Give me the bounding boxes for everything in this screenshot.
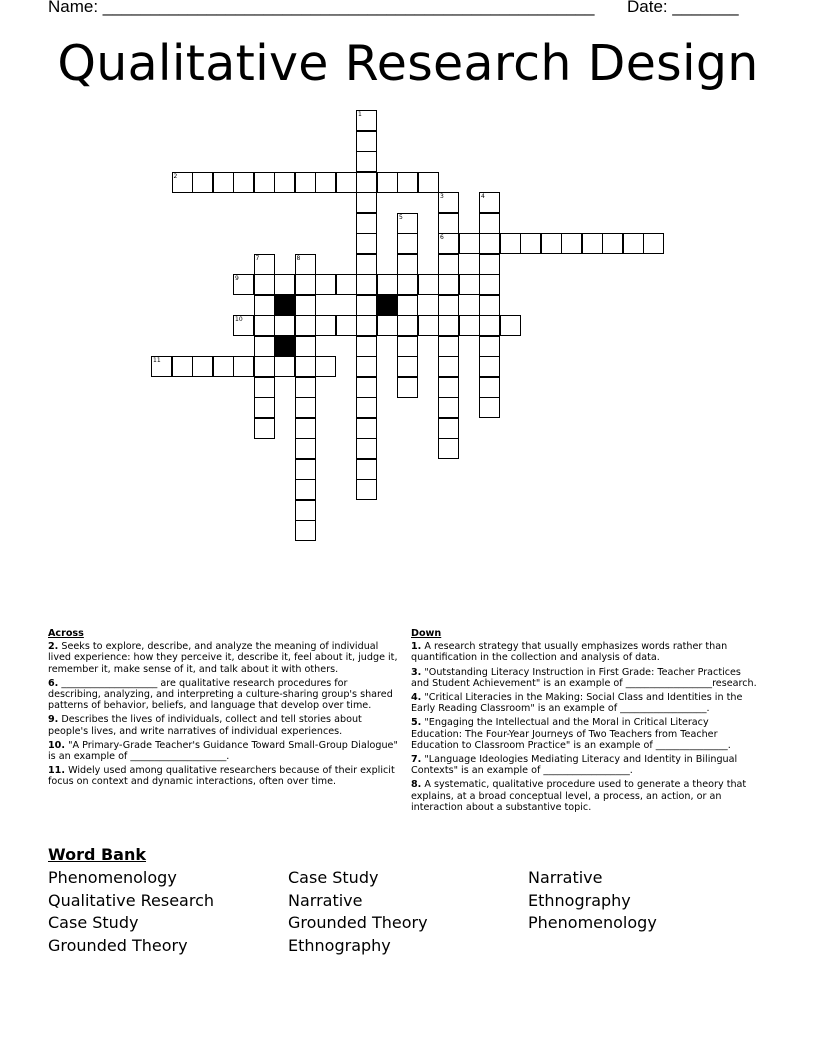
crossword-cell[interactable] bbox=[397, 356, 418, 377]
crossword-cell[interactable] bbox=[295, 438, 316, 459]
crossword-cell[interactable] bbox=[438, 438, 459, 459]
word-bank-column bbox=[528, 867, 657, 935]
crossword-cell[interactable] bbox=[479, 377, 500, 398]
clue-number: 7 bbox=[255, 254, 260, 262]
crossword-cell[interactable] bbox=[295, 356, 316, 377]
crossword-cell[interactable] bbox=[356, 377, 377, 398]
crossword-cell[interactable] bbox=[295, 336, 316, 357]
clue-item-text: ____________________ are qualitative research procedures for describing, analyzing, and interpreting a culture-sharing group's shared patterns of behavior, beliefs, and language that develop over time. bbox=[48, 677, 393, 712]
crossword-cell[interactable] bbox=[459, 274, 480, 295]
crossword-cell[interactable] bbox=[295, 418, 316, 439]
crossword-cell[interactable] bbox=[438, 377, 459, 398]
crossword-cell[interactable] bbox=[397, 172, 418, 193]
across-heading: Across bbox=[48, 628, 84, 639]
crossword-cell[interactable] bbox=[336, 172, 357, 193]
crossword-cell[interactable] bbox=[315, 274, 336, 295]
crossword-cell[interactable] bbox=[438, 213, 459, 234]
clue-item-text: Seeks to explore, describe, and analyze the meaning of individual lived experience: how they perceive it, describe it, feel about it, judge it, remember it, make sense of it, and talk about it with others. bbox=[48, 641, 398, 675]
crossword-cell[interactable] bbox=[397, 315, 418, 336]
crossword-cell[interactable] bbox=[438, 295, 459, 316]
crossword-cell[interactable] bbox=[295, 397, 316, 418]
crossword-cell[interactable] bbox=[397, 336, 418, 357]
word-bank-item: Qualitative Research bbox=[48, 890, 215, 910]
crossword-cell[interactable] bbox=[213, 172, 234, 193]
crossword-cell[interactable] bbox=[438, 397, 459, 418]
crossword-cell[interactable] bbox=[172, 356, 193, 377]
clue-item bbox=[411, 641, 761, 663]
crossword-cell[interactable] bbox=[356, 274, 377, 295]
clue-item-number: 4. bbox=[411, 692, 422, 704]
crossword-cell[interactable] bbox=[254, 377, 275, 398]
crossword-cell[interactable] bbox=[336, 315, 357, 336]
crossword-cell[interactable] bbox=[479, 274, 500, 295]
clue-number: 3 bbox=[440, 193, 444, 200]
date-field-label: Date: _______ bbox=[627, 0, 739, 16]
crossword-cell[interactable] bbox=[213, 356, 234, 377]
crossword-cell[interactable] bbox=[438, 274, 459, 295]
clue-item-text: A research strategy that usually emphasizes words rather than quantification in the collection and analysis of data. bbox=[411, 641, 728, 664]
word-bank-item: Phenomenology bbox=[528, 913, 657, 932]
crossword-cell[interactable] bbox=[356, 213, 377, 234]
crossword-cell[interactable] bbox=[643, 233, 664, 254]
down-heading: Down bbox=[411, 628, 442, 639]
crossword-cell[interactable] bbox=[295, 274, 316, 295]
name-field-label: Name: ____________________________________________________ bbox=[48, 0, 595, 16]
clue-item-text: "Critical Literacies in the Making: Social Class and Identities in the Early Reading Classroom" is an example of __________________. bbox=[411, 692, 743, 715]
clue-item-number: 5. bbox=[411, 717, 422, 729]
clue-item bbox=[411, 779, 761, 813]
clue-item bbox=[411, 717, 761, 751]
crossword-cell[interactable] bbox=[377, 172, 398, 193]
crossword-cell[interactable] bbox=[254, 336, 275, 357]
word-bank-item: Grounded Theory bbox=[48, 935, 188, 955]
crossword-cell[interactable] bbox=[192, 356, 213, 377]
crossword-cell[interactable] bbox=[623, 233, 644, 254]
clue-item-text: A systematic, qualitative procedure used to generate a theory that explains, at a broad conceptual level, a process, an action, or an interaction about a substantive topic. bbox=[411, 779, 747, 813]
clue-item bbox=[48, 678, 403, 712]
crossword-cell[interactable] bbox=[254, 356, 275, 377]
crossword-cell[interactable] bbox=[479, 315, 500, 336]
crossword-cell[interactable] bbox=[356, 459, 377, 480]
crossword-cell[interactable] bbox=[315, 315, 336, 336]
crossword-block bbox=[274, 295, 295, 316]
crossword-cell[interactable] bbox=[479, 336, 500, 357]
crossword-cell[interactable] bbox=[356, 397, 377, 418]
down-clues bbox=[411, 628, 761, 816]
word-bank-column bbox=[288, 867, 428, 957]
clue-item-number: 6. bbox=[48, 677, 59, 689]
crossword-cell[interactable] bbox=[356, 438, 377, 459]
crossword-cell[interactable] bbox=[377, 315, 398, 336]
crossword-cell[interactable] bbox=[459, 315, 480, 336]
clue-number: 2 bbox=[173, 172, 178, 180]
clue-item-text: Describes the lives of individuals, collect and tell stories about people's lives, and write narratives of individual experiences. bbox=[48, 714, 362, 737]
word-bank-item: Ethnography bbox=[288, 935, 391, 955]
crossword-cell[interactable] bbox=[500, 233, 521, 254]
clue-item bbox=[411, 692, 761, 714]
page-title: Qualitative Research Design bbox=[57, 35, 759, 92]
crossword-cell[interactable] bbox=[233, 172, 254, 193]
crossword-cell[interactable] bbox=[295, 500, 316, 521]
crossword-cell[interactable] bbox=[500, 315, 521, 336]
clue-number: 11 bbox=[153, 357, 161, 364]
crossword-cell[interactable] bbox=[356, 336, 377, 357]
across-clues bbox=[48, 628, 403, 791]
crossword-cell[interactable] bbox=[356, 356, 377, 377]
crossword-cell[interactable] bbox=[397, 233, 418, 254]
crossword-cell[interactable] bbox=[602, 233, 623, 254]
clue-item-number: 2. bbox=[48, 641, 59, 653]
crossword-cell[interactable] bbox=[438, 418, 459, 439]
clue-item-number: 11. bbox=[48, 765, 65, 777]
crossword-cell[interactable] bbox=[397, 295, 418, 316]
clue-item-number: 9. bbox=[48, 714, 59, 726]
word-bank-item: Narrative bbox=[288, 890, 363, 910]
word-bank-title: Word Bank bbox=[48, 845, 147, 864]
crossword-cell[interactable] bbox=[274, 356, 295, 377]
crossword-cell[interactable] bbox=[336, 274, 357, 295]
crossword-cell[interactable] bbox=[397, 254, 418, 275]
crossword-cell[interactable] bbox=[192, 172, 213, 193]
crossword-cell[interactable] bbox=[295, 295, 316, 316]
crossword-cell[interactable] bbox=[356, 192, 377, 213]
word-bank-item: Case Study bbox=[288, 868, 379, 887]
crossword-cell[interactable] bbox=[295, 377, 316, 398]
clue-item bbox=[411, 754, 761, 776]
crossword-cell[interactable] bbox=[356, 315, 377, 336]
crossword-cell[interactable] bbox=[541, 233, 562, 254]
crossword-cell[interactable] bbox=[356, 295, 377, 316]
clue-item bbox=[48, 765, 403, 787]
word-bank-item: Grounded Theory bbox=[288, 913, 428, 932]
crossword-cell[interactable] bbox=[356, 254, 377, 275]
clue-number: 4 bbox=[481, 193, 485, 200]
crossword-cell[interactable] bbox=[479, 397, 500, 418]
clue-item bbox=[411, 667, 761, 689]
crossword-cell[interactable] bbox=[295, 315, 316, 336]
crossword-cell[interactable] bbox=[438, 315, 459, 336]
crossword-cell[interactable] bbox=[356, 479, 377, 500]
clue-item-text: Widely used among qualitative researchers because of their explicit focus on context and dynamic interactions, often over time. bbox=[48, 765, 395, 788]
crossword-cell[interactable] bbox=[582, 233, 603, 254]
crossword-cell[interactable] bbox=[254, 418, 275, 439]
crossword-cell[interactable] bbox=[438, 254, 459, 275]
crossword-cell[interactable] bbox=[356, 418, 377, 439]
clue-number: 9 bbox=[235, 275, 239, 282]
crossword-cell[interactable] bbox=[315, 172, 336, 193]
clue-item-number: 10. bbox=[48, 739, 65, 751]
crossword-cell[interactable] bbox=[397, 274, 418, 295]
clue-item-number: 7. bbox=[411, 754, 422, 766]
crossword-cell[interactable] bbox=[397, 377, 418, 398]
crossword-cell[interactable] bbox=[479, 213, 500, 234]
clue-item-number: 1. bbox=[411, 641, 422, 653]
clue-item-number: 3. bbox=[411, 666, 422, 678]
crossword-cell[interactable] bbox=[356, 151, 377, 172]
crossword-cell[interactable] bbox=[254, 172, 275, 193]
crossword-cell[interactable] bbox=[418, 315, 439, 336]
crossword-cell[interactable] bbox=[356, 172, 377, 193]
crossword-cell[interactable] bbox=[295, 479, 316, 500]
clue-number: 10 bbox=[235, 316, 243, 323]
clue-item-text: "Engaging the Intellectual and the Moral in Critical Literacy Education: The Four-Year Journeys of Two Teachers from Teacher Education to Classroom Practice" is an example of _______________. bbox=[411, 717, 731, 751]
clue-number: 8 bbox=[296, 254, 301, 262]
crossword-cell[interactable] bbox=[233, 356, 254, 377]
word-bank-item: Case Study bbox=[48, 913, 139, 932]
crossword-cell[interactable] bbox=[418, 274, 439, 295]
crossword-cell[interactable] bbox=[356, 233, 377, 254]
clue-item bbox=[48, 740, 403, 762]
crossword-cell[interactable] bbox=[295, 520, 316, 541]
crossword-cell[interactable] bbox=[315, 356, 336, 377]
clue-item bbox=[48, 714, 403, 736]
crossword-cell[interactable] bbox=[438, 356, 459, 377]
crossword-cell[interactable] bbox=[459, 233, 480, 254]
crossword-cell[interactable] bbox=[438, 336, 459, 357]
crossword-cell[interactable] bbox=[274, 172, 295, 193]
crossword-cell[interactable] bbox=[479, 356, 500, 377]
crossword-cell[interactable] bbox=[274, 274, 295, 295]
crossword-block bbox=[377, 295, 398, 316]
clue-item-text: "Outstanding Literacy Instruction in First Grade: Teacher Practices and Student Achievement" is an example of __________________research. bbox=[411, 666, 757, 689]
clue-number: 1 bbox=[358, 111, 362, 118]
crossword-cell[interactable] bbox=[418, 172, 439, 193]
clue-item-text: "Language Ideologies Mediating Literacy and Identity in Bilingual Contexts" is an example of __________________. bbox=[411, 754, 738, 777]
crossword-cell[interactable] bbox=[254, 315, 275, 336]
crossword-cell[interactable] bbox=[479, 295, 500, 316]
crossword-cell[interactable] bbox=[295, 459, 316, 480]
word-bank-item: Ethnography bbox=[528, 890, 631, 910]
crossword-cell[interactable] bbox=[377, 274, 398, 295]
crossword-cell[interactable] bbox=[254, 397, 275, 418]
clue-item-text: "A Primary-Grade Teacher's Guidance Toward Small-Group Dialogue" is an example of ____________________. bbox=[48, 739, 398, 763]
crossword-cell[interactable] bbox=[295, 172, 316, 193]
crossword-cell[interactable] bbox=[254, 295, 275, 316]
crossword-cell[interactable] bbox=[274, 315, 295, 336]
crossword-block bbox=[274, 336, 295, 357]
word-bank-column bbox=[48, 867, 214, 957]
clue-item-number: 8. bbox=[411, 779, 422, 791]
clue-number: 6 bbox=[440, 234, 444, 241]
crossword-cell[interactable] bbox=[520, 233, 541, 254]
word-bank-item: Narrative bbox=[528, 868, 603, 887]
clue-item bbox=[48, 641, 403, 675]
crossword-cell[interactable] bbox=[254, 274, 275, 295]
crossword-cell[interactable] bbox=[479, 254, 500, 275]
crossword-cell[interactable] bbox=[356, 131, 377, 152]
crossword-cell[interactable] bbox=[561, 233, 582, 254]
clue-number: 5 bbox=[399, 213, 403, 221]
crossword-cell[interactable] bbox=[479, 233, 500, 254]
word-bank-item: Phenomenology bbox=[48, 868, 177, 887]
